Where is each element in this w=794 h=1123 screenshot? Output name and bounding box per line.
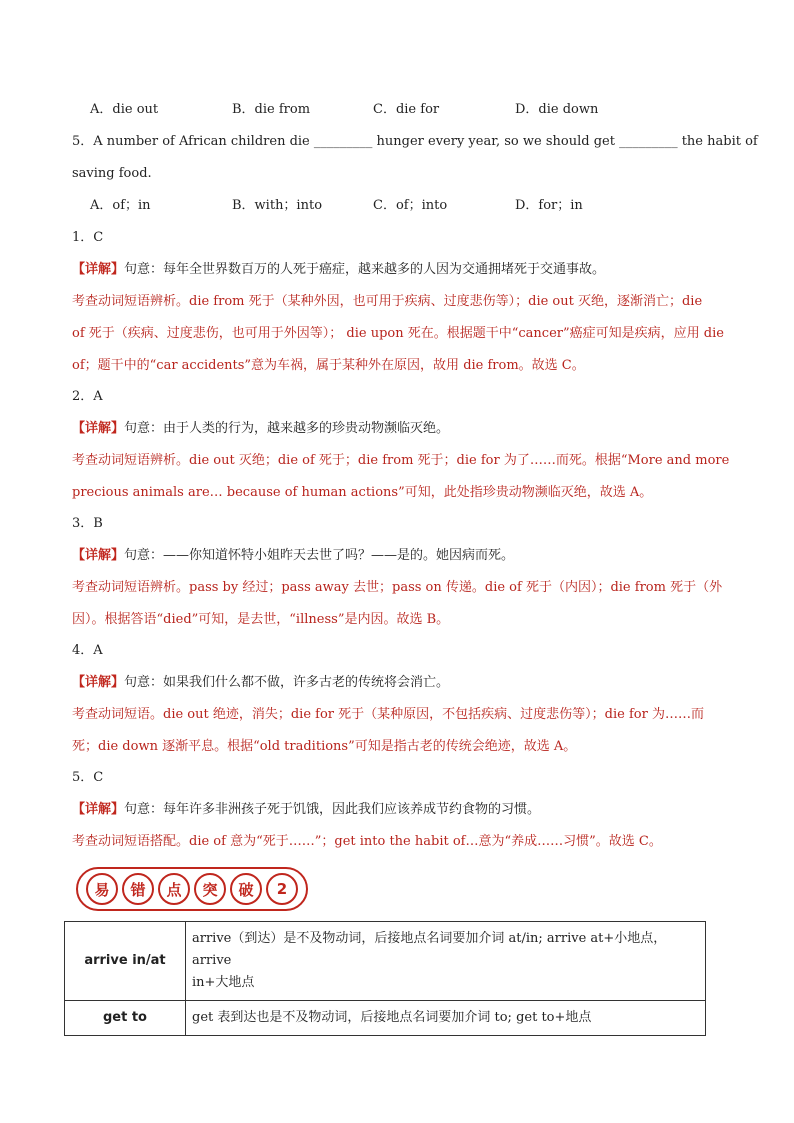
- answer-key: 3．B: [72, 516, 103, 531]
- explanation-line: precious animals are… because of human actions”可知，此处指珍贵动物濒临灭绝，故选 A。: [72, 485, 653, 500]
- badge-char: 易: [86, 873, 118, 905]
- q4-option-d: D．die down: [515, 102, 599, 117]
- detail-tag: 【详解】: [72, 421, 125, 436]
- explanation-line: of 死于（疾病、过度悲伤，也可用于外因等）； die upon 死在。根据题干中“cancer”癌症可知是疾病，应用 die: [72, 326, 724, 341]
- badge-char: 破: [230, 873, 262, 905]
- desc-line: in+大地点: [192, 975, 255, 990]
- desc-cell: [186, 1001, 706, 1036]
- q5-option-c: C．of；into: [373, 198, 448, 213]
- explanation-line: 考查动词短语辨析。die out 灭绝；die of 死于；die from 死于；die for 为了……而死。根据“More and more: [72, 453, 730, 468]
- term-cell: get to: [65, 1001, 186, 1036]
- meaning-text: 句意：每年全世界数百万的人死于癌症，越来越多的人因为交通拥堵死于交通事故。: [124, 262, 606, 277]
- table-row: [65, 1001, 706, 1036]
- detail-tag: 【详解】: [72, 548, 125, 563]
- q5-question-line2: saving food.: [72, 166, 152, 181]
- answer-meaning: [72, 419, 449, 439]
- desc-cell: [186, 922, 706, 1001]
- answer-key: 5．C: [72, 770, 104, 785]
- q5-option-d: D．for；in: [515, 198, 583, 213]
- q4-option-c: C．die for: [373, 102, 440, 117]
- badge-char: 突: [194, 873, 226, 905]
- answer-key: 1．C: [72, 230, 104, 245]
- q4-option-a: A．die out: [90, 102, 159, 117]
- detail-tag: 【详解】: [72, 675, 125, 690]
- notes-table: [64, 921, 706, 1036]
- q4-option-b: B．die from: [232, 102, 311, 117]
- explanation-line: 考查动词短语辨析。die from 死于（某种外因，也可用于疾病、过度悲伤等）；die out 灭绝，逐渐消亡；die: [72, 294, 703, 309]
- meaning-text: 句意：如果我们什么都不做，许多古老的传统将会消亡。: [124, 675, 450, 690]
- explanation-line: 考查动词短语。die out 绝迹，消失；die for 死于（某种原因，不包括疾病、过度悲伤等）；die for 为……而: [72, 707, 704, 722]
- answer-key: 2．A: [72, 389, 103, 404]
- desc-line: get 表到达也是不及物动词，后接地点名词要加介词 to; get to+地点: [192, 1010, 592, 1025]
- meaning-text: 句意：由于人类的行为，越来越多的珍贵动物濒临灭绝。: [124, 421, 450, 436]
- answer-meaning: [72, 260, 605, 280]
- detail-tag: 【详解】: [72, 802, 125, 817]
- explanation-line: 考查动词短语搭配。die of 意为“死于……”；get into the habit of…意为“养成……习惯”。故选 C。: [72, 834, 662, 849]
- badge-char: 错: [122, 873, 154, 905]
- explanation-line: of；题干中的“car accidents”意为车祸，属于某种外在原因，故用 die from。故选 C。: [72, 358, 585, 373]
- answer-key: 4．A: [72, 643, 103, 658]
- term-cell: arrive in/at: [65, 922, 186, 1001]
- meaning-text: 句意：每年许多非洲孩子死于饥饿，因此我们应该养成节约食物的习惯。: [124, 802, 541, 817]
- answer-meaning: [72, 673, 449, 693]
- answer-meaning: [72, 800, 540, 820]
- explanation-line: 考查动词短语辨析。pass by 经过；pass away 去世；pass on 传递。die of 死于（内因）；die from 死于（外: [72, 580, 723, 595]
- q5-question-line1: 5．A number of African children die _________ hunger every year, so we should get _________ the habit of: [72, 134, 758, 149]
- badge-char: 点: [158, 873, 190, 905]
- explanation-line: 因）。根据答语“died”可知，是去世，“illness”是内因。故选 B。: [72, 612, 450, 627]
- detail-tag: 【详解】: [72, 262, 125, 277]
- q5-option-a: A．of；in: [90, 198, 151, 213]
- answer-meaning: [72, 546, 514, 566]
- badge-char: 2: [266, 873, 298, 905]
- explanation-line: 死；die down 逐渐平息。根据“old traditions”可知是指古老的传统会绝迹，故选 A。: [72, 739, 577, 754]
- section-badge: [76, 867, 308, 911]
- q5-option-b: B．with；into: [232, 198, 323, 213]
- meaning-text: 句意：——你知道怀特小姐昨天去世了吗？——是的。她因病而死。: [124, 548, 515, 563]
- desc-line: arrive（到达）是不及物动词，后接地点名词要加介词 at/in; arrive at+小地点，arrive: [192, 931, 667, 968]
- table-row: [65, 922, 706, 1001]
